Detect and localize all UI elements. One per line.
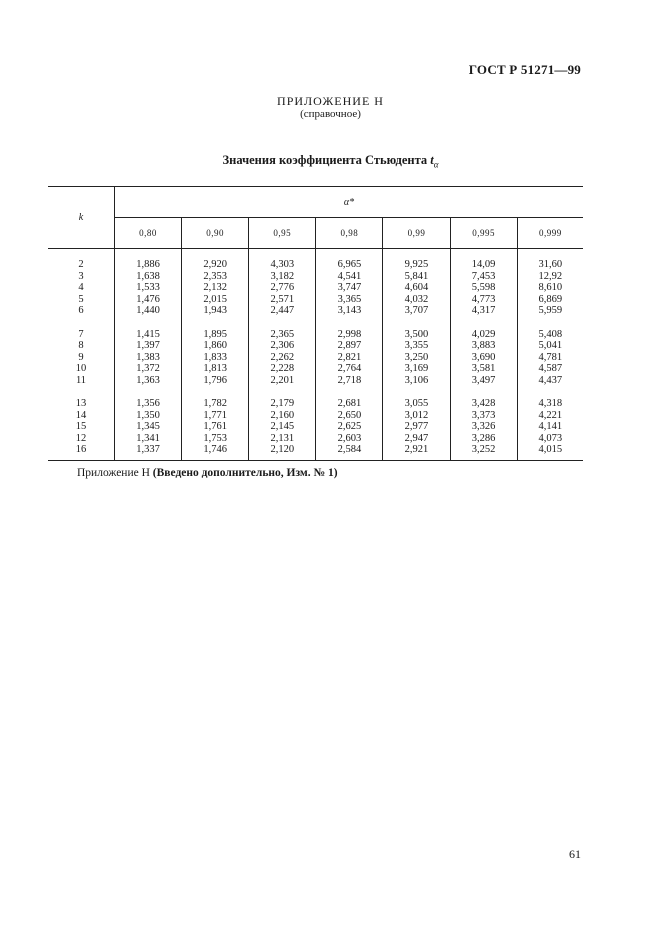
group-spacer xyxy=(48,386,583,398)
value-cell: 4,318 xyxy=(517,398,583,410)
table-body xyxy=(48,249,583,461)
k-cell: 2 xyxy=(48,249,115,271)
value-cell: 4,317 xyxy=(450,305,517,317)
value-cell: 5,041 xyxy=(517,340,583,352)
value-cell: 2,160 xyxy=(249,410,316,422)
value-cell: 2,015 xyxy=(182,294,249,306)
value-cell: 9,925 xyxy=(383,249,450,271)
value-cell: 1,943 xyxy=(182,305,249,317)
value-cell: 3,747 xyxy=(316,282,383,294)
table-row xyxy=(48,271,583,283)
appendix-heading xyxy=(0,94,661,121)
value-cell: 6,965 xyxy=(316,249,383,271)
value-cell: 5,408 xyxy=(517,329,583,341)
table-title-symbol: $t_\alpha$ xyxy=(430,153,439,170)
confidence-level-header: 0,99 xyxy=(383,218,450,249)
value-cell: 6,869 xyxy=(517,294,583,306)
value-cell: 1,356 xyxy=(136,398,160,409)
value-cell: 2,920 xyxy=(182,249,249,271)
appendix-subtitle: (справочное) xyxy=(300,108,361,120)
value-cell: 2,821 xyxy=(316,352,383,364)
value-cell: 4,073 xyxy=(517,433,583,445)
value-cell: 4,141 xyxy=(517,421,583,433)
spacer-cell xyxy=(249,317,316,329)
k-cell: 5 xyxy=(48,294,115,306)
value-cell: 4,032 xyxy=(383,294,450,306)
spacer-cell xyxy=(517,386,583,398)
value-cell: 3,581 xyxy=(450,363,517,375)
value-cell: 2,718 xyxy=(316,375,383,387)
value-cell: 3,106 xyxy=(383,375,450,387)
amendment-note xyxy=(77,467,338,479)
value-cell: 1,350 xyxy=(136,409,160,421)
confidence-level-row xyxy=(48,218,583,249)
value-cell: 2,603 xyxy=(316,433,383,445)
value-cell: 12,92 xyxy=(517,271,583,283)
spacer-cell xyxy=(316,317,383,329)
spacer-cell xyxy=(115,317,182,329)
table-row xyxy=(48,363,583,375)
value-cell: 4,221 xyxy=(517,410,583,422)
value-cell: 1,761 xyxy=(182,421,249,433)
k-cell: 14 xyxy=(48,410,115,422)
value-cell: 2,977 xyxy=(383,421,450,433)
table-title xyxy=(0,153,661,170)
value-cell: 3,373 xyxy=(450,410,517,422)
table-row xyxy=(48,352,583,364)
value-cell: 3,286 xyxy=(450,433,517,445)
value-cell: 3,182 xyxy=(249,271,316,283)
spacer-cell xyxy=(316,386,383,398)
table-row xyxy=(48,340,583,352)
value-cell: 1,476 xyxy=(136,293,160,305)
value-cell: 2,228 xyxy=(249,363,316,375)
value-cell: 2,447 xyxy=(249,305,316,317)
value-cell: 1,345 xyxy=(136,421,160,432)
value-cell: 2,764 xyxy=(316,363,383,375)
value-cell: 5,959 xyxy=(517,305,583,317)
value-cell: 5,598 xyxy=(450,282,517,294)
alpha-column-header: α* xyxy=(115,187,584,218)
value-cell: 3,365 xyxy=(316,294,383,306)
k-cell: 9 xyxy=(48,352,115,364)
table-row xyxy=(48,444,583,460)
value-cell: 3,012 xyxy=(383,410,450,422)
value-cell: 2,365 xyxy=(249,329,316,341)
k-cell: 15 xyxy=(48,421,115,433)
k-cell: 4 xyxy=(48,282,115,294)
value-cell: 31,60 xyxy=(517,249,583,271)
table-row xyxy=(48,249,583,271)
value-cell: 1,886 xyxy=(136,259,160,270)
value-cell: 4,029 xyxy=(450,329,517,341)
table-row xyxy=(48,398,583,410)
value-cell: 2,120 xyxy=(249,444,316,460)
value-cell: 8,610 xyxy=(517,282,583,294)
value-cell: 4,781 xyxy=(517,352,583,364)
value-cell: 3,250 xyxy=(383,352,450,364)
table-row xyxy=(48,329,583,341)
table-row xyxy=(48,375,583,387)
spacer-cell xyxy=(517,317,583,329)
value-cell: 1,638 xyxy=(136,270,160,282)
value-cell: 1,383 xyxy=(136,351,160,363)
value-cell: 3,355 xyxy=(383,340,450,352)
value-cell: 2,650 xyxy=(316,410,383,422)
value-cell: 3,497 xyxy=(450,375,517,387)
page-number: 61 xyxy=(569,847,581,861)
value-cell: 3,169 xyxy=(383,363,450,375)
document-code: ГОСТ Р 51271—99 xyxy=(468,62,581,77)
amendment-note-prefix: Приложение Н xyxy=(77,467,153,479)
value-cell: 1,341 xyxy=(136,432,160,444)
value-cell: 2,998 xyxy=(316,329,383,341)
table-row xyxy=(48,421,583,433)
k-column-header: k xyxy=(48,187,115,249)
spacer-cell xyxy=(450,317,517,329)
spacer-cell xyxy=(182,386,249,398)
value-cell: 1,753 xyxy=(182,433,249,445)
value-cell: 3,500 xyxy=(383,329,450,341)
value-cell: 2,584 xyxy=(316,444,383,460)
value-cell: 1,796 xyxy=(182,375,249,387)
spacer-cell xyxy=(450,386,517,398)
value-cell: 1,372 xyxy=(136,363,160,374)
group-spacer xyxy=(48,317,583,329)
value-cell: 1,746 xyxy=(182,444,249,460)
value-cell: 2,179 xyxy=(249,398,316,410)
value-cell: 4,303 xyxy=(249,249,316,271)
value-cell: 14,09 xyxy=(450,249,517,271)
appendix-title: ПРИЛОЖЕНИЕ Н xyxy=(277,94,384,108)
value-cell: 3,428 xyxy=(450,398,517,410)
value-cell: 2,306 xyxy=(249,340,316,352)
spacer-cell xyxy=(48,317,115,329)
table-row xyxy=(48,294,583,306)
confidence-level-header: 0,98 xyxy=(316,218,383,249)
value-cell: 1,337 xyxy=(115,444,182,460)
value-cell: 2,947 xyxy=(383,433,450,445)
k-cell: 6 xyxy=(48,305,115,317)
value-cell: 3,690 xyxy=(450,352,517,364)
spacer-cell xyxy=(182,317,249,329)
value-cell: 3,883 xyxy=(450,340,517,352)
value-cell: 2,776 xyxy=(249,282,316,294)
table-row xyxy=(48,410,583,422)
table-row xyxy=(48,305,583,317)
k-cell: 12 xyxy=(48,433,115,445)
value-cell: 1,782 xyxy=(182,398,249,410)
value-cell: 4,015 xyxy=(517,444,583,460)
spacer-cell xyxy=(115,386,182,398)
value-cell: 4,587 xyxy=(517,363,583,375)
value-cell: 2,897 xyxy=(316,340,383,352)
table-row xyxy=(48,433,583,445)
value-cell: 2,625 xyxy=(316,421,383,433)
value-cell: 3,326 xyxy=(450,421,517,433)
confidence-level-header: 0,90 xyxy=(182,218,249,249)
value-cell: 4,773 xyxy=(450,294,517,306)
value-cell: 3,055 xyxy=(383,398,450,410)
value-cell: 1,771 xyxy=(182,410,249,422)
spacer-cell xyxy=(249,386,316,398)
spacer-cell xyxy=(383,386,450,398)
k-cell: 7 xyxy=(48,329,115,341)
value-cell: 1,860 xyxy=(182,340,249,352)
value-cell: 2,262 xyxy=(249,352,316,364)
value-cell: 3,252 xyxy=(450,444,517,460)
k-cell: 8 xyxy=(48,340,115,352)
confidence-level-header: 0,999 xyxy=(517,218,583,249)
value-cell: 3,707 xyxy=(383,305,450,317)
value-cell: 1,363 xyxy=(136,374,160,386)
confidence-level-header: 0,95 xyxy=(249,218,316,249)
confidence-level-header: 0,995 xyxy=(450,218,517,249)
value-cell: 2,145 xyxy=(249,421,316,433)
value-cell: 2,131 xyxy=(249,433,316,445)
spacer-cell xyxy=(48,386,115,398)
value-cell: 3,143 xyxy=(316,305,383,317)
k-cell: 13 xyxy=(48,398,115,410)
value-cell: 2,921 xyxy=(383,444,450,460)
value-cell: 1,440 xyxy=(136,305,160,316)
value-cell: 4,437 xyxy=(517,375,583,387)
k-cell: 11 xyxy=(48,375,115,387)
value-cell: 7,453 xyxy=(450,271,517,283)
value-cell: 5,841 xyxy=(383,271,450,283)
value-cell: 1,833 xyxy=(182,352,249,364)
value-cell: 4,541 xyxy=(316,271,383,283)
value-cell: 1,813 xyxy=(182,363,249,375)
k-cell: 16 xyxy=(48,444,115,460)
table-title-text: Значения коэффициента Стьюдента xyxy=(222,153,428,167)
table-row xyxy=(48,282,583,294)
k-cell: 3 xyxy=(48,271,115,283)
value-cell: 1,533 xyxy=(136,282,160,293)
value-cell: 2,132 xyxy=(182,282,249,294)
student-coefficient-table xyxy=(48,186,583,461)
value-cell: 2,681 xyxy=(316,398,383,410)
amendment-note-bold: (Введено дополнительно, Изм. № 1) xyxy=(152,467,338,479)
confidence-level-header: 0,80 xyxy=(115,218,182,249)
value-cell: 2,353 xyxy=(182,271,249,283)
value-cell: 1,397 xyxy=(136,340,160,351)
spacer-cell xyxy=(383,317,450,329)
k-cell: 10 xyxy=(48,363,115,375)
value-cell: 4,604 xyxy=(383,282,450,294)
value-cell: 2,201 xyxy=(249,375,316,387)
value-cell: 1,415 xyxy=(136,328,160,340)
value-cell: 2,571 xyxy=(249,294,316,306)
value-cell: 1,895 xyxy=(182,329,249,341)
